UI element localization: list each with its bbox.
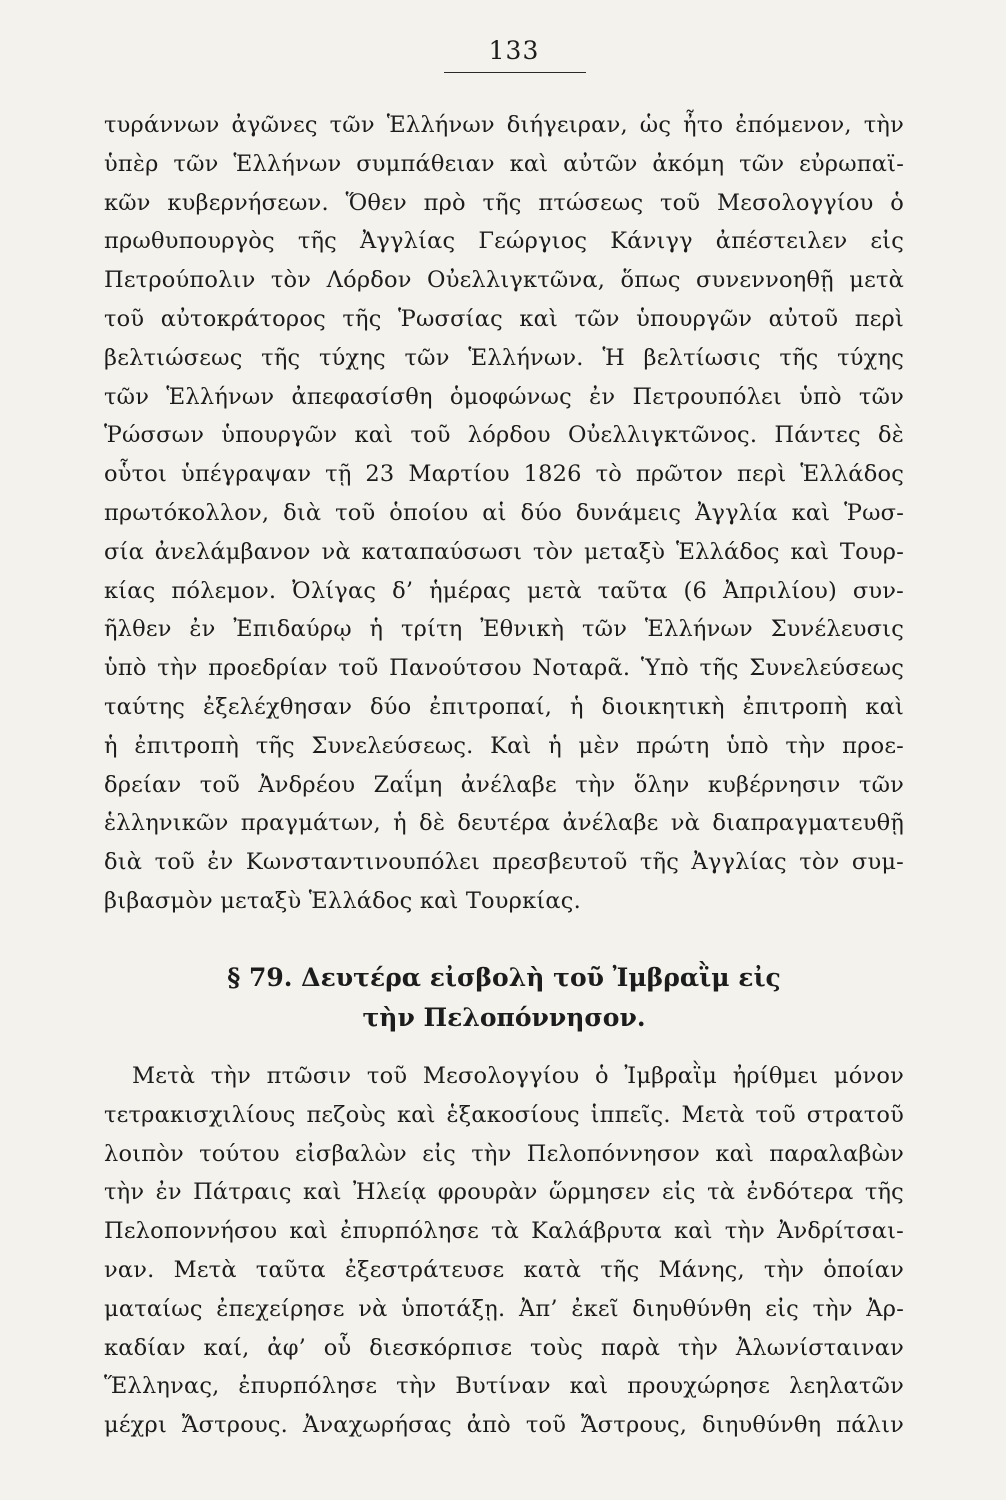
paragraph-1	[104, 106, 904, 921]
text-line: ἡ ἐπιτροπὴ τῆς Συνελεύσεως. Καὶ ἡ μὲν πρώτη ὑπὸ τὴν προε-	[104, 732, 904, 759]
text-line: ματαίως ἐπεχείρησε νὰ ὑποτάξῃ. Ἀπ’ ἐκεῖ διηυθύνθη εἰς τὴν Ἀρ-	[104, 1295, 904, 1322]
text-line: Ἕλληνας, ἐπυρπόλησε τὴν Βυτίναν καὶ προυχώρησε λεηλατῶν	[104, 1373, 904, 1400]
text-line: τετρακισχιλίους πεζοὺς καὶ ἑξακοσίους ἱππεῖς. Μετὰ τοῦ στρατοῦ	[104, 1101, 904, 1128]
page-number: 133	[488, 36, 540, 65]
text-line: τῶν Ἑλλήνων ἀπεφασίσθη ὁμοφώνως ἐν Πετρουπόλει ὑπὸ τῶν	[104, 383, 904, 410]
text-line: ναν. Μετὰ ταῦτα ἐξεστράτευσε κατὰ τῆς Μάνης, τὴν ὁποίαν	[104, 1256, 904, 1283]
text-line: κῶν κυβερνήσεων. Ὅθεν πρὸ τῆς πτώσεως τοῦ Μεσολογγίου ὁ	[104, 189, 904, 216]
text-line: βελτιώσεως τῆς τύχης τῶν Ἑλλήνων. Ἡ βελτίωσις τῆς τύχης	[104, 344, 904, 371]
text-line: πρωτόκολλον, διὰ τοῦ ὁποίου αἱ δύο δυνάμεις Ἀγγλία καὶ Ῥωσ-	[104, 499, 904, 526]
section-heading	[104, 958, 904, 1038]
text-line: μέχρι Ἄστρους. Ἀναχωρήσας ἀπὸ τοῦ Ἄστρους, διηυθύνθη πάλιν	[104, 1412, 904, 1439]
text-line: δρείαν τοῦ Ἀνδρέου Ζαΐμη ἀνέλαβε τὴν ὅλην κυβέρνησιν τῶν	[104, 771, 904, 798]
text-line: λοιπὸν τούτου εἰσβαλὼν εἰς τὴν Πελοπόννησον καὶ παραλαβὼν	[104, 1140, 904, 1167]
text-line: Πετρούπολιν τὸν Λόρδον Οὐελλιγκτῶνα, ὅπως συνεννοηθῇ μετὰ	[104, 267, 904, 294]
text-line: τοῦ αὐτοκράτορος τῆς Ῥωσσίας καὶ τῶν ὑπουργῶν αὐτοῦ περὶ	[104, 305, 904, 332]
text-line: Μετὰ τὴν πτῶσιν τοῦ Μεσολογγίου ὁ Ἰμβραῒμ ἠρίθμει μόνον	[132, 1063, 904, 1089]
text-line: ὑπὲρ τῶν Ἑλλήνων συμπάθειαν καὶ αὐτῶν ἀκόμη τῶν εὐρωπαϊ-	[104, 150, 904, 177]
text-line: τυράννων ἀγῶνες τῶν Ἑλλήνων διήγειραν, ὡς ἦτο ἐπόμενον, τὴν	[104, 112, 904, 138]
text-line: ἑλληνικῶν πραγμάτων, ἡ δὲ δευτέρα ἀνέλαβε νὰ διαπραγματευθῇ	[104, 810, 904, 837]
section-heading-line-1: § 79. Δευτέρα εἰσβολὴ τοῦ Ἰμβραῒμ εἰς	[227, 963, 781, 992]
text-line: σία ἀνελάμβανον νὰ καταπαύσωσι τὸν μεταξὺ Ἑλλάδος καὶ Τουρ-	[104, 538, 904, 565]
text-line: οὗτοι ὑπέγραψαν τῇ 23 Μαρτίου 1826 τὸ πρῶτον περὶ Ἑλλάδος	[104, 461, 904, 488]
text-line: ὑπὸ τὴν προεδρίαν τοῦ Πανούτσου Νοταρᾶ. Ὑπὸ τῆς Συνελεύσεως	[104, 655, 904, 682]
text-line: ταύτης ἐξελέχθησαν δύο ἐπιτροπαί, ἡ διοικητικὴ ἐπιτροπὴ καὶ	[104, 693, 904, 720]
text-line: τὴν ἐν Πάτραις καὶ Ἠλείᾳ φρουρὰν ὥρμησεν εἰς τὰ ἐνδότερα τῆς	[104, 1179, 904, 1206]
text-line: καδίαν καί, ἀφ’ οὗ διεσκόρπισε τοὺς παρὰ τὴν Ἀλωνίσταιναν	[104, 1334, 904, 1361]
text-line: πρωθυπουργὸς τῆς Ἀγγλίας Γεώργιος Κάνιγγ ἀπέστειλεν εἰς	[104, 228, 904, 255]
text-line: κίας πόλεμον. Ὀλίγας δ’ ἡμέρας μετὰ ταῦτα (6 Ἀπριλίου) συν-	[104, 577, 904, 604]
text-line: βιβασμὸν μεταξὺ Ἑλλάδος καὶ Τουρκίας.	[104, 887, 581, 914]
text-line: Ῥώσσων ὑπουργῶν καὶ τοῦ λόρδου Οὐελλιγκτῶνος. Πάντες δὲ	[104, 422, 904, 449]
text-line: Πελοποννήσου καὶ ἐπυρπόλησε τὰ Καλάβρυτα καὶ τὴν Ἀνδρίτσαι-	[104, 1218, 904, 1245]
paragraph-2	[104, 1057, 904, 1445]
text-line: ῆλθεν ἐν Ἐπιδαύρῳ ἡ τρίτη Ἐθνικὴ τῶν Ἑλλήνων Συνέλευσις	[104, 616, 904, 643]
header-rule	[444, 72, 586, 73]
section-heading-line-2: τὴν Πελοπόννησον.	[362, 1003, 646, 1032]
text-line: διὰ τοῦ ἐν Κωνσταντινουπόλει πρεσβευτοῦ τῆς Ἀγγλίας τὸν συμ-	[104, 849, 904, 876]
